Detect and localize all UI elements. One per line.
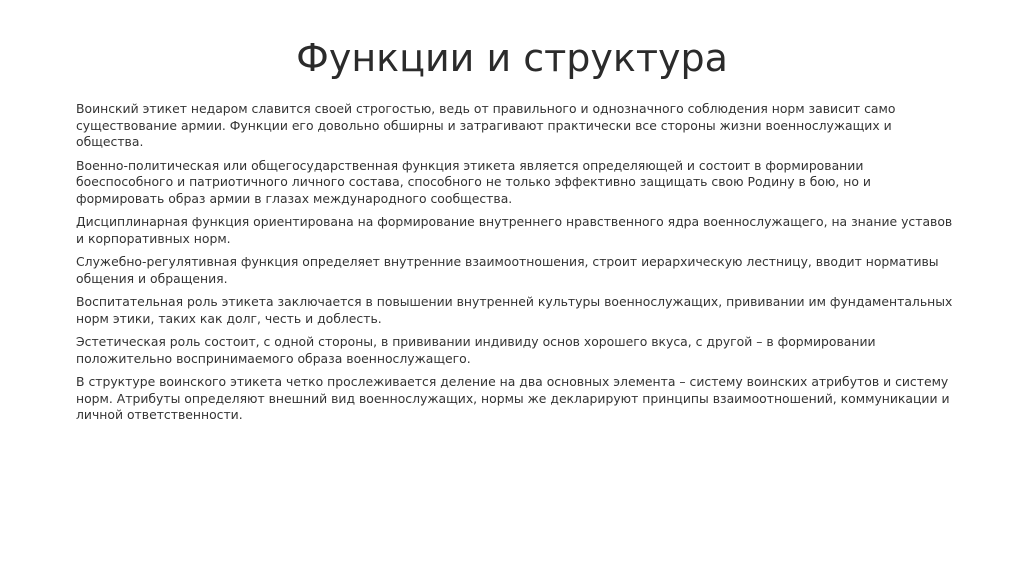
- paragraph-intro: Воинский этикет недаром славится своей строгостью, ведь от правильного и однозначного соблюдения норм зависит само существование армии. Функции его довольно обширны и затрагивают практически все стороны жизни военнослужащих и общества.: [76, 101, 896, 149]
- paragraph-educational-role: Воспитательная роль этикета заключается в повышении внутренней культуры военнослужащих, прививании им фундаментальных норм этики, таких как долг, честь и доблесть.: [76, 294, 953, 326]
- slide-body: [76, 101, 956, 431]
- paragraph-service-regulatory-function: Служебно-регулятивная функция определяет внутренние взаимоотношения, строит иерархическую лестницу, вводит нормативы общения и обращения.: [76, 254, 939, 286]
- paragraph-structure: В структуре воинского этикета четко прослеживается деление на два основных элемента – систему воинских атрибутов и систему норм. Атрибуты определяют внешний вид военнослужащих, нормы же декларируют принципы взаимоотношений, коммуникации и личной ответственности.: [76, 374, 950, 422]
- paragraph-disciplinary-function: Дисциплинарная функция ориентирована на формирование внутреннего нравственного ядра военнослужащего, на знание уставов и корпоративных норм.: [76, 214, 953, 246]
- slide-title: Функции и структура: [296, 36, 728, 80]
- paragraph-aesthetic-role: Эстетическая роль состоит, с одной стороны, в прививании индивиду основ хорошего вкуса, с другой – в формировании положительно воспринимаемого образа военнослужащего.: [76, 334, 876, 366]
- paragraph-military-political-function: Военно-политическая или общегосударственная функция этикета является определяющей и состоит в формировании боеспособного и патриотичного личного состава, способного не только эффективно защищать свою Родину в бою, но и формировать образ армии в глазах международного сообщества.: [76, 157, 871, 206]
